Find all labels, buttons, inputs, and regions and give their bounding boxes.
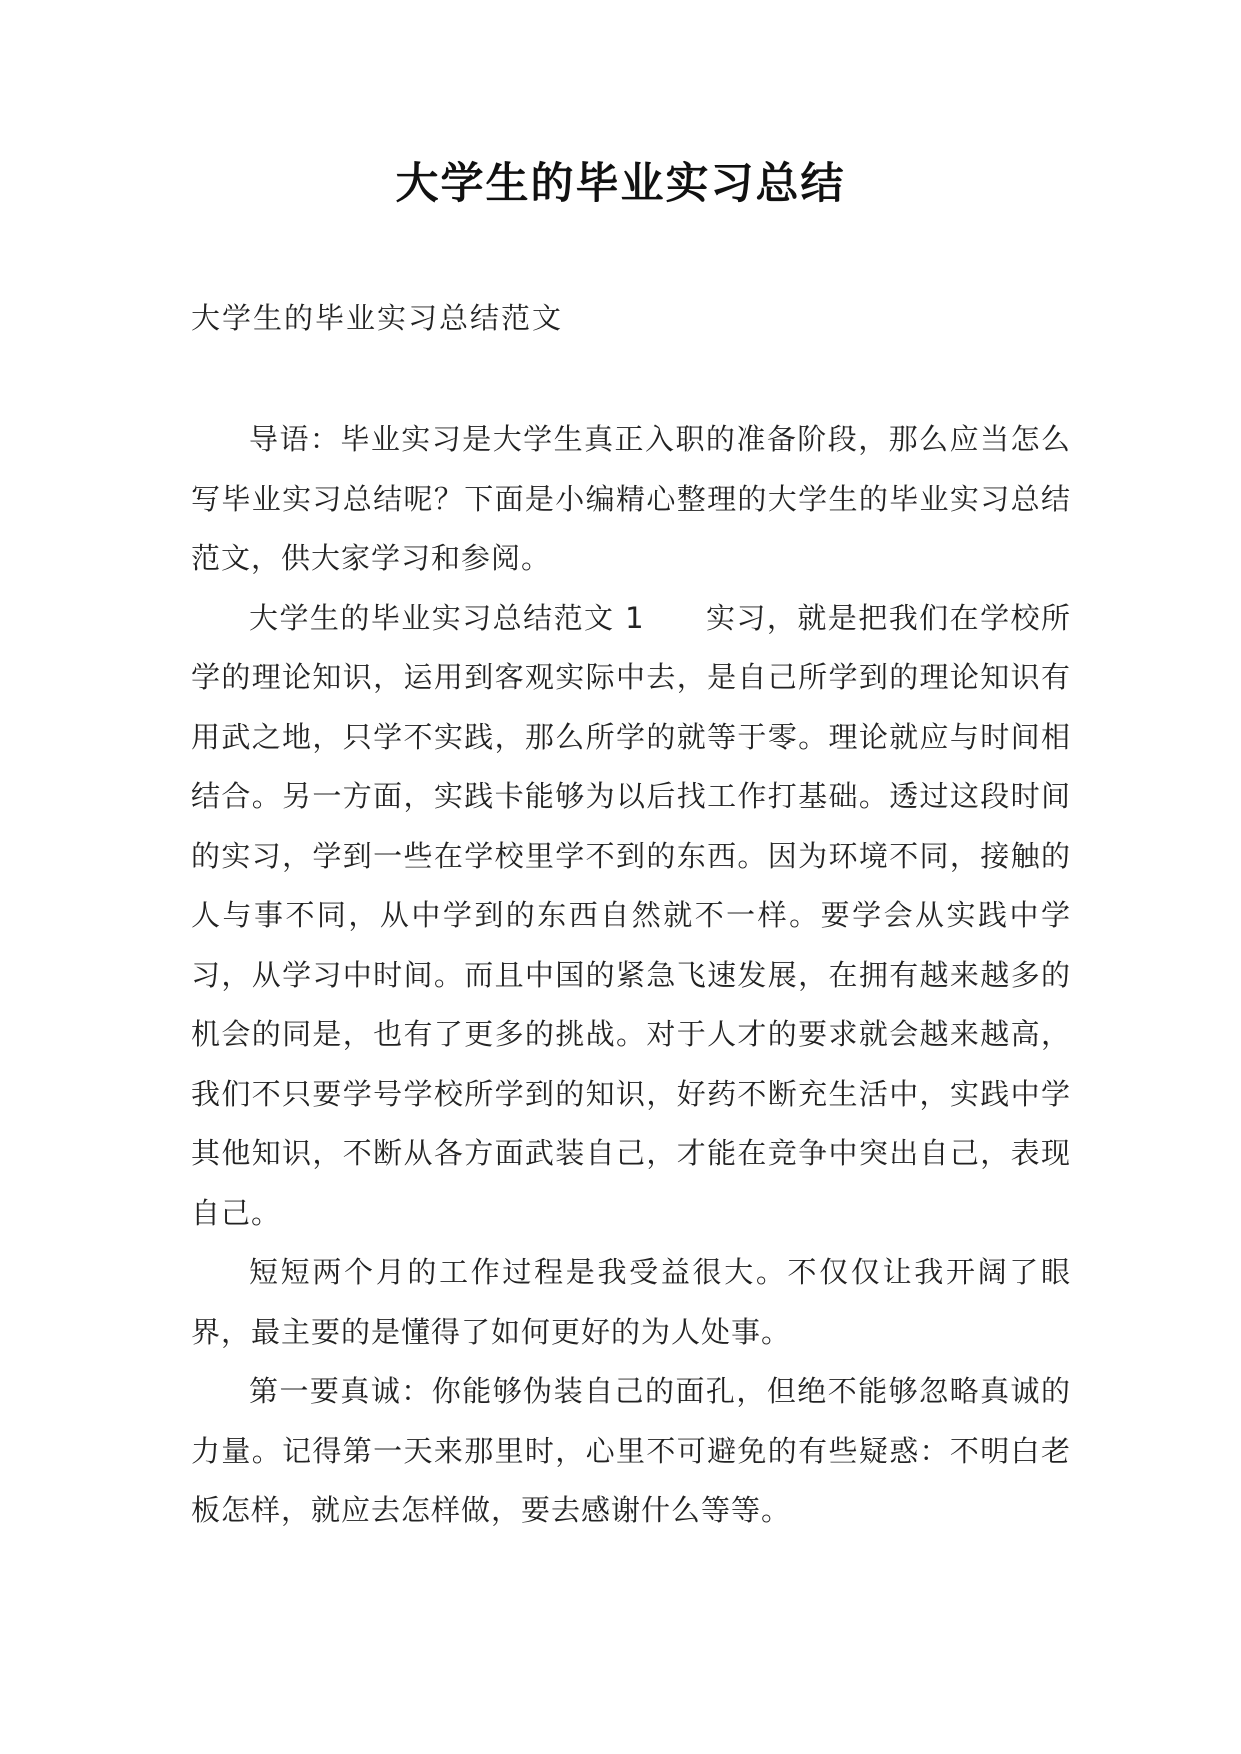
paragraph-intro: 导语：毕业实习是大学生真正入职的准备阶段，那么应当怎么写毕业实习总结呢？下面是小编精心整理的大学生的毕业实习总结范文，供大家学习和参阅。 — [191, 422, 1071, 575]
paragraph-two-months: 短短两个月的工作过程是我受益很大。不仅仅让我开阔了眼界，最主要的是懂得了如何更好的为人处事。 — [191, 1255, 1071, 1349]
document-title: 大学生的毕业实习总结 — [395, 159, 846, 209]
document-subtitle: 大学生的毕业实习总结范文 — [191, 301, 564, 335]
document-body — [191, 410, 1071, 1541]
paragraph-sincerity: 第一要真诚：你能够伪装自己的面孔，但绝不能够忽略真诚的力量。记得第一天来那里时，心里不可避免的有些疑惑：不明白老板怎样，就应去怎样做，要去感谢什么等等。 — [191, 1374, 1071, 1527]
paragraph-sample-1: 大学生的毕业实习总结范文 1 实习，就是把我们在学校所学的理论知识，运用到客观实际中去，是自己所学到的理论知识有用武之地，只学不实践，那么所学的就等于零。理论就应与时间相结合。另一方面，实践卡能够为以后找工作打基础。透过这段时间的实习，学到一些在学校里学不到的东西。因为环境不同，接触的人与事不同，从中学到的东西自然就不一样。要学会从实践中学习，从学习中时间。而且中国的紧急飞速发展，在拥有越来越多的机会的同是，也有了更多的挑战。对于人才的要求就会越来越高，我们不只要学号学校所学到的知识，好药不断充生活中，实践中学其他知识，不断从各方面武装自己，才能在竞争中突出自己，表现自己。 — [191, 600, 1071, 1230]
